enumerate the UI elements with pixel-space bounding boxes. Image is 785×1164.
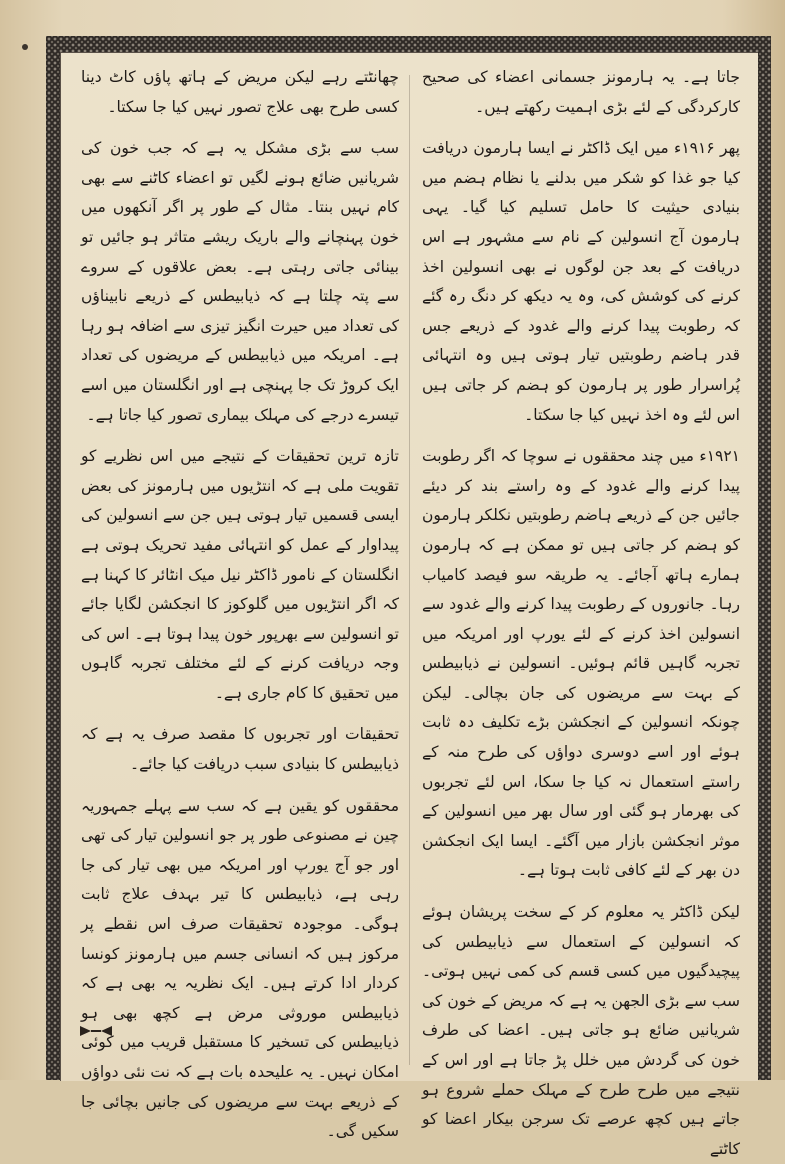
column-divider [409, 75, 410, 1065]
margin-mark [22, 44, 28, 50]
left-column [81, 63, 399, 1147]
paragraph: لیکن ڈاکٹر یہ معلوم کر کے سخت پریشان ہوئے کہ انسولین کے استعمال سے ذیابیطس کی پیچیدگیوں میں کسی قسم کی کمی نہیں ہوتی۔ سب سے بڑی الجھن یہ ہے کہ مریض کے خون کی شریانیں ضائع ہو جاتی ہیں۔ اعضا کی طرف خون کی گردش میں خلل پڑ جاتا ہے اور اس کے نتیجے میں طرح طرح کے مہلک حملے شروع ہو جاتے ہیں کچھ عرصے تک سرجن بیکار اعضا کو کاٹتے [422, 903, 740, 1158]
paragraph: تحقیقات اور تجربوں کا مقصد صرف یہ ہے کہ ذیابیطس کا بنیادی سبب دریافت کیا جائے۔ [81, 725, 399, 774]
paragraph: پھر ۱۹۱۶ء میں ایک ڈاکٹر نے ایسا ہارمون دریافت کیا جو غذا کو شکر میں بدلنے یا نظام ہضم میں بنیادی حیثیت کا حامل تسلیم کیا گیا۔ یہی ہارمون آج انسولین کے نام سے مشہور ہے اس دریافت کے بعد جن لوگوں نے بھی انسولین اخذ کرنے کی کوشش کی، وہ یہ دیکھ کر دنگ رہ گئے کہ رطوبت پیدا کرنے والے غدود کے ذریعے جس قدر ہاضم رطوبتیں تیار ہوتی ہیں وہ انتہائی پُراسرار طور پر ہارمون کو ہضم کر جاتی ہیں اس لئے وہ اخذ نہیں کیا جا سکتا۔ [422, 139, 740, 424]
paragraph: ۱۹۲۱ء میں چند محققوں نے سوچا کہ اگر رطوبت پیدا کرنے والے غدود کے وہ راستے بند کر دیئے جائیں جن کے ذریعے ہاضم رطوبتیں نکلکر ہارمون کو ہضم کر جاتی ہیں تو ممکن ہے کہ ہارمون ہمارے ہاتھ آجائے۔ یہ طریقہ سو فیصد کامیاب رہا۔ جانوروں کے رطوبت پیدا کرنے والے غدود سے انسولین اخذ کرنے کے لئے یورپ اور امریکہ میں تجربہ گاہیں قائم ہوئیں۔ انسولین نے ذیابیطس کے بہت سے مریضوں کی جان بچالی۔ لیکن چونکہ انسولین کے انجکشن بڑے تکلیف دہ ثابت ہوئے اور اسے دوسری دواؤں کی طرح منہ کے راستے استعمال نہ کیا جا سکا، اس لئے تجربوں کی بھرمار ہو گئی اور سال بھر میں انسولین کے موثر انجکشن بازار میں آگئے۔ ایسا ایک انجکشن دن بھر کے لئے کافی ثابت ہوتا ہے۔ [422, 447, 740, 880]
article-paper [60, 52, 758, 1158]
paragraph: سب سے بڑی مشکل یہ ہے کہ جب خون کی شریانیں ضائع ہونے لگیں تو اعضاء کاٹنے سے بھی کام نہیں بنتا۔ مثال کے طور پر اگر آنکھوں میں خون پہنچانے والے باریک ریشے متاثر ہو جائیں تو بینائی جاتی رہتی ہے۔ بعض علاقوں کے سروے سے پتہ چلتا ہے کہ ذیابیطس کے ذریعے نابیناؤں کی تعداد میں حیرت انگیز تیزی سے اضافہ ہو رہا ہے۔ امریکہ میں ذیابیطس کے مریضوں کی تعداد ایک کروڑ تک جا پہنچی ہے اور انگلستان میں اسے تیسرے درجے کی مہلک بیماری تصور کیا جاتا ہے۔ [81, 139, 399, 424]
right-column [422, 63, 740, 1164]
paragraph: چھانٹتے رہے لیکن مریض کے ہاتھ پاؤں کاٹ دینا کسی طرح بھی علاج تصور نہیں کیا جا سکتا۔ [81, 68, 399, 116]
paragraph: جاتا ہے۔ یہ ہارمونز جسمانی اعضاء کی صحیح کارکردگی کے لئے بڑی اہمیت رکھتے ہیں۔ [422, 68, 740, 116]
end-ornament-icon [79, 1025, 113, 1037]
paragraph: محققوں کو یقین ہے کہ سب سے پہلے جمہوریہ چین نے مصنوعی طور پر جو انسولین تیار کی تھی اور جو آج یورپ اور امریکہ میں بھی تیار کی جا رہی ہے، ذیابیطس کا تیر بہدف علاج ثابت ہوگی۔ موجودہ تحقیقات صرف اس نقطے پر مرکوز ہیں کہ انسانی جسم میں ہارمونز کونسا کردار ادا کرتے ہیں۔ ایک نظریہ یہ بھی ہے کہ ذیابیطس موروثی مرض ہے کچھ بھی ہو ذیابیطس کی تسخیر کا مستقبل قریب میں کوئی امکان نہیں۔ یہ علیحدہ بات ہے کہ نت نئی دواؤں کے ذریعے بہت سے مریضوں کی جانیں بچائی جا سکیں گی۔ [81, 796, 399, 1141]
paragraph: تازہ ترین تحقیقات کے نتیجے میں اس نظریے کو تقویت ملی ہے کہ انتڑیوں میں ہارمونز کی بعض ایسی قسمیں تیار ہوتی ہیں جن سے انسولین کی پیداوار کے عمل کو انتہائی مفید تحریک ہوتی ہے انگلستان کے نامور ڈاکٹر نیل میک انٹائر کا کہنا ہے کہ اگر انتڑیوں میں گلوکوز کا انجکشن لگایا جائے تو انسولین سے بھرپور خون پیدا ہوتا ہے۔ اس کی وجہ دریافت کرنے کے لئے مختلف تجربہ گاہوں میں تحقیق کا کام جاری ہے۔ [81, 447, 399, 702]
